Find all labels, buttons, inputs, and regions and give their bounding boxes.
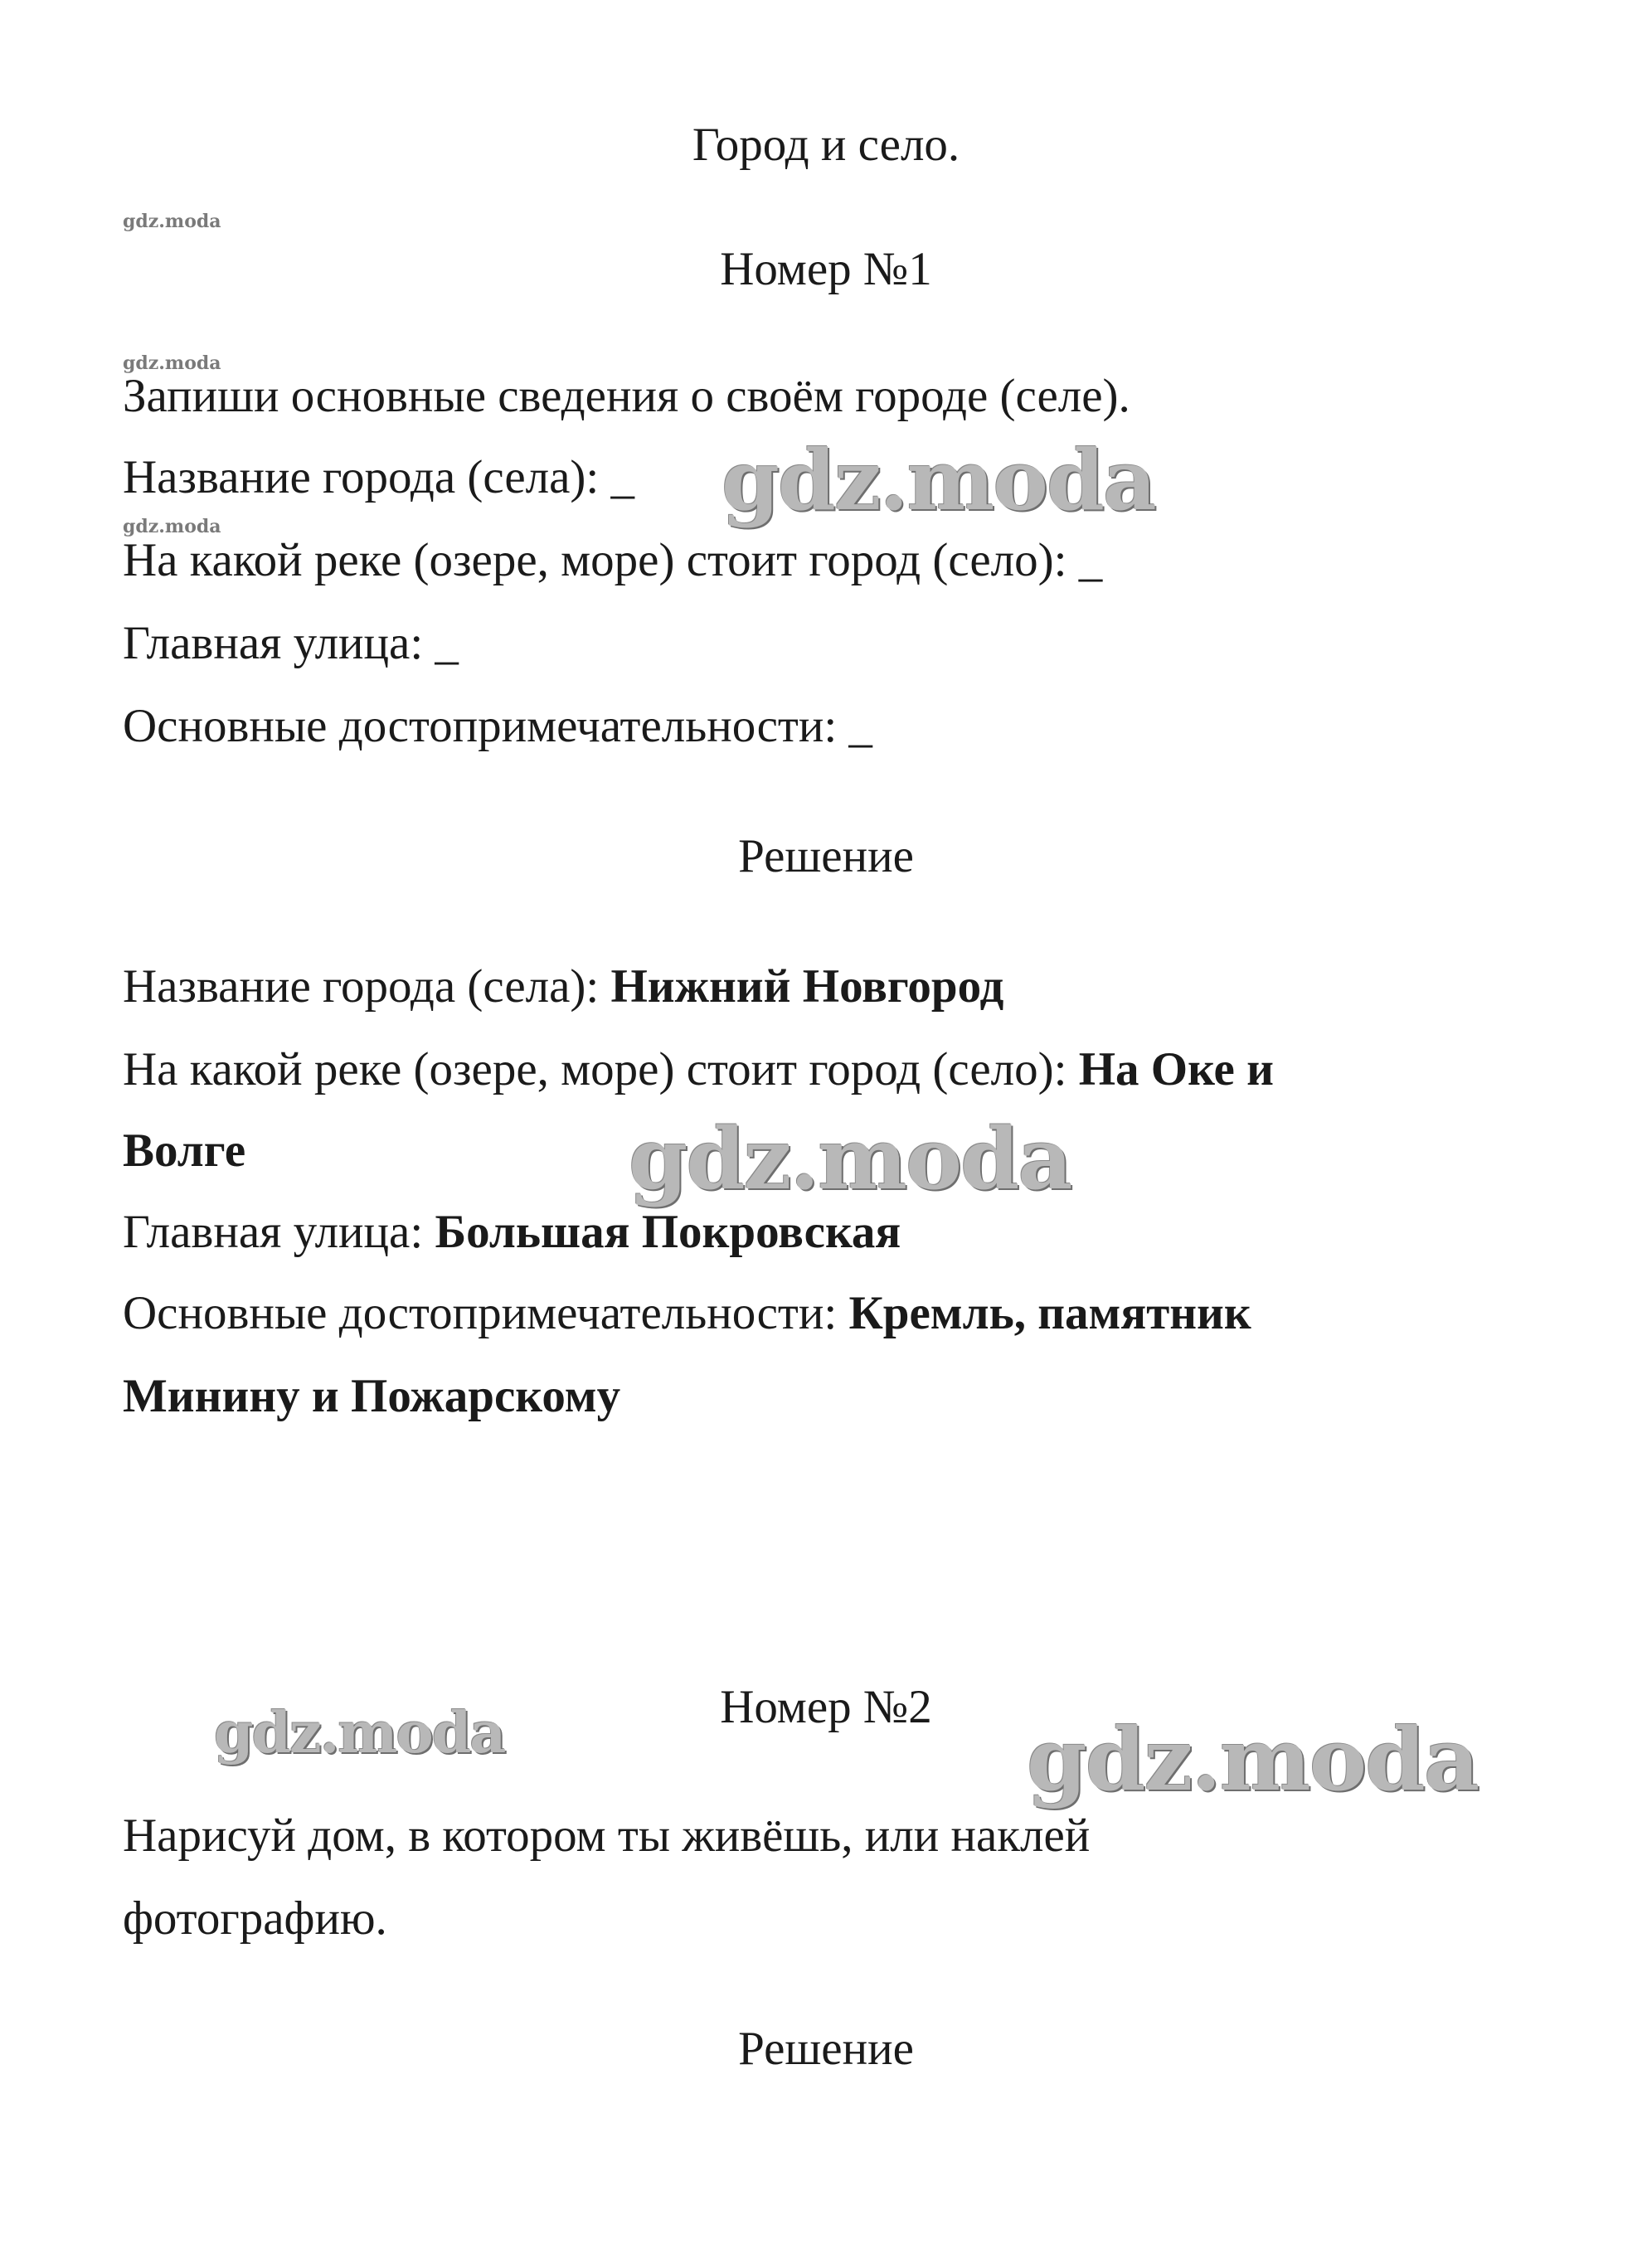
task2-heading: Номер №2 [720,1681,932,1733]
task2-solution-heading: Решение [738,2023,914,2075]
watermark-large-3: gdz.moda [214,1700,505,1766]
answer-street-label: Главная улица: [123,1206,435,1258]
answer-street-value: Большая Покровская [435,1206,901,1258]
answer-river-cont [123,1124,245,1178]
task1-prompt-river: На какой реке (озере, море) стоит город (село): _ [123,534,1103,586]
task1-prompt-sights: Основные достопримечательности: _ [123,700,872,752]
answer-sights-label: Основные достопримечательности: [123,1287,849,1339]
watermark-small-1: gdz.moda [123,211,221,232]
answer-city-label: Название города (села): [123,960,611,1013]
answer-river-label: На какой реке (озере, море) стоит город (село): [123,1043,1079,1095]
page-title: Город и село. [692,119,960,171]
answer-city-value: Нижний Новгород [610,960,1004,1013]
answer-city [123,959,1003,1014]
task1-instruction: Запиши основные сведения о своём городе (селе). [123,370,1130,422]
watermark-small-2: gdz.moda [123,352,221,374]
answer-sights-value-cont: Минину и Пожарскому [123,1370,621,1422]
answer-sights [123,1286,1251,1341]
answer-street [123,1205,901,1260]
task2-instruction-line1: Нарисуй дом, в котором ты живёшь, или наклей [123,1809,1091,1862]
answer-river-value-cont: Волге [123,1124,246,1177]
answer-river [123,1042,1274,1097]
answer-river-value: На Оке и [1078,1043,1274,1095]
watermark-small-3: gdz.moda [123,516,221,537]
task2-instruction-line2: фотографию. [123,1892,387,1945]
answer-sights-value: Кремль, памятник [848,1287,1251,1339]
task1-heading: Номер №1 [720,243,932,295]
watermark-large-2: gdz.moda [629,1110,1071,1209]
watermark-large-4: gdz.moda [1027,1708,1479,1810]
task1-solution-heading: Решение [738,830,914,882]
answer-sights-cont [123,1369,620,1424]
task1-prompt-city: Название города (села): _ [123,451,634,503]
task1-prompt-street: Главная улица: _ [123,617,459,669]
watermark-large-1: gdz.moda [722,431,1155,529]
